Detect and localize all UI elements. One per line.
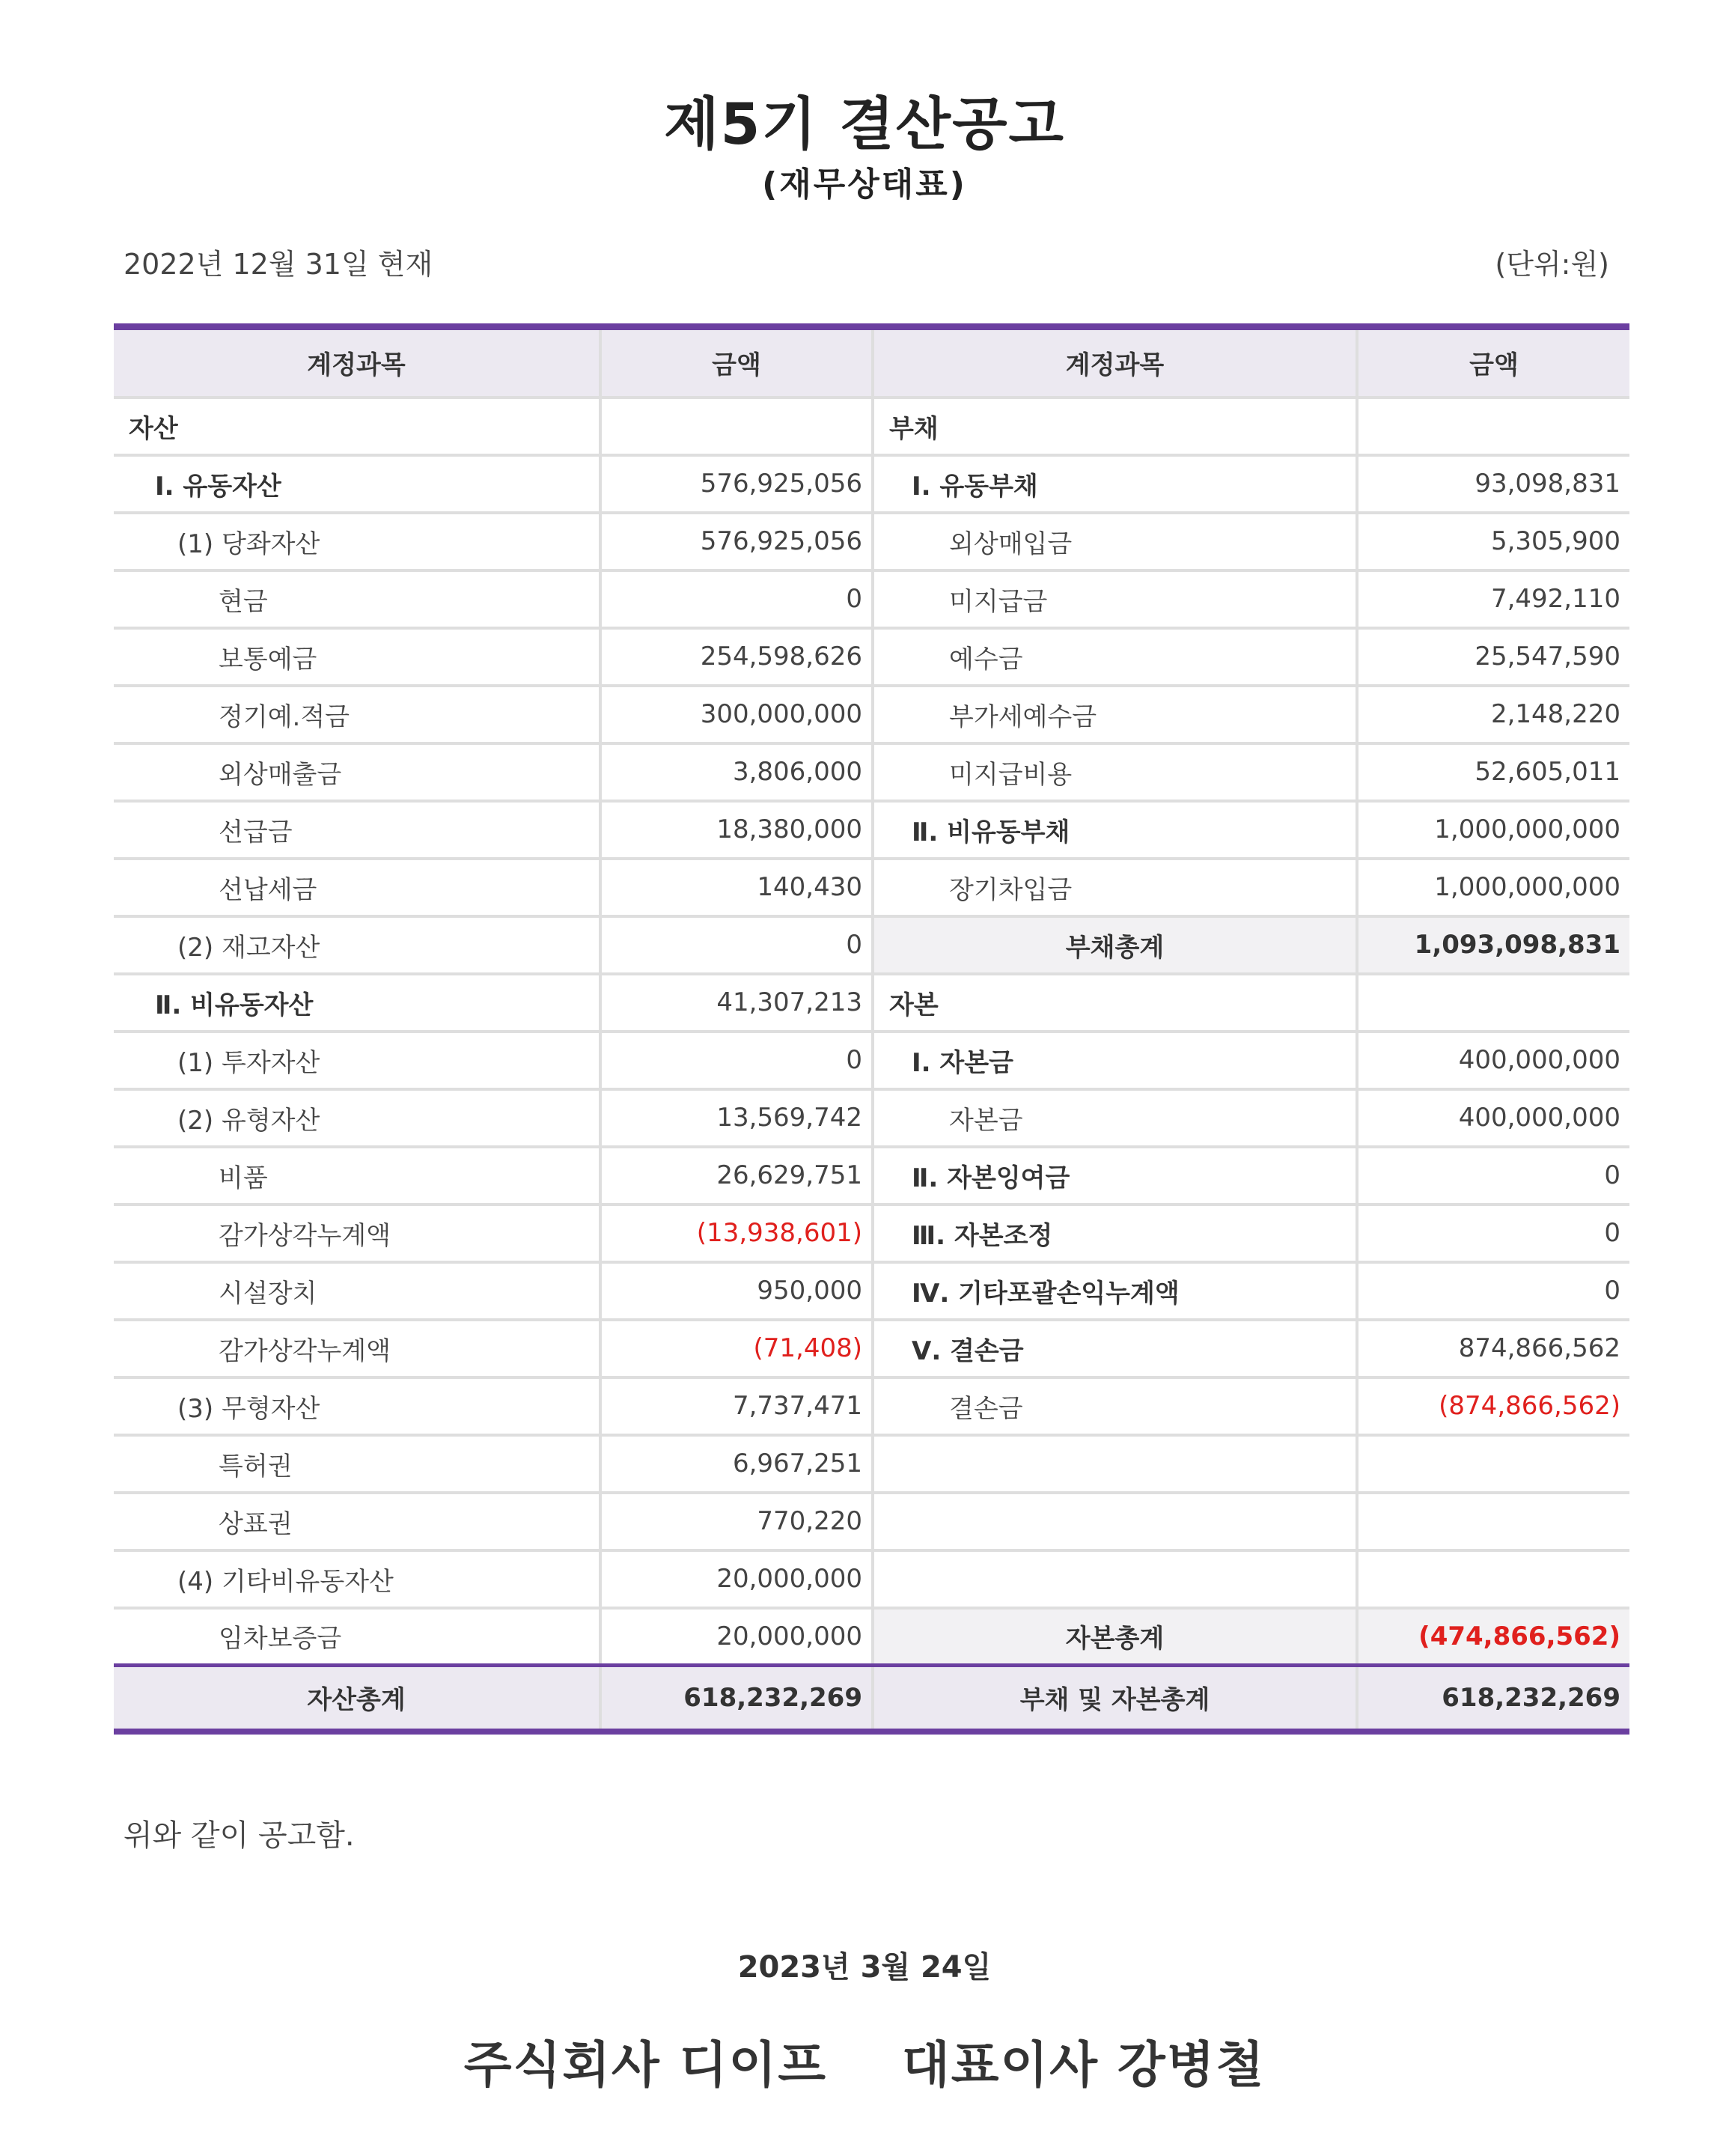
account-label: Ⅳ. 기타포괄손익누계액: [873, 1262, 1357, 1320]
table-row: [114, 398, 1629, 455]
amount-value: 0: [1357, 1147, 1629, 1205]
as-of-date: 2022년 12월 31일 현재: [124, 248, 433, 281]
account-label: 보통예금: [114, 628, 600, 686]
account-label: 상표권: [114, 1493, 600, 1550]
table-row: [114, 743, 1629, 801]
header-account-right: 계정과목: [873, 327, 1357, 398]
amount-value: 13,569,742: [600, 1089, 873, 1147]
table-row: [114, 974, 1629, 1032]
table-row: [114, 1032, 1629, 1089]
amount-value: 20,000,000: [600, 1550, 873, 1608]
table-row: [114, 1608, 1629, 1666]
liabilities-equity-total-label: 부채 및 자본총계: [873, 1666, 1357, 1732]
account-label: 자본: [873, 974, 1357, 1032]
account-label: 감가상각누계액: [114, 1320, 600, 1377]
table-row: [114, 570, 1629, 628]
amount-value: [1357, 1435, 1629, 1493]
amount-value: 0: [600, 916, 873, 974]
amount-value: 20,000,000: [600, 1608, 873, 1666]
amount-value: 3,806,000: [600, 743, 873, 801]
amount-value: 1,000,000,000: [1357, 801, 1629, 859]
account-label: Ⅱ. 비유동자산: [114, 974, 600, 1032]
account-label: 예수금: [873, 628, 1357, 686]
amount-value-negative: (874,866,562): [1357, 1377, 1629, 1435]
amount-value: 576,925,056: [600, 455, 873, 513]
account-label: 자본금: [873, 1089, 1357, 1147]
account-label: (2) 유형자산: [114, 1089, 600, 1147]
amount-value: 950,000: [600, 1262, 873, 1320]
account-label: 특허권: [114, 1435, 600, 1493]
ceo-name: 대표이사 강병철: [902, 2036, 1266, 2094]
account-label: Ⅰ. 자본금: [873, 1032, 1357, 1089]
account-label: Ⅴ. 결손금: [873, 1320, 1357, 1377]
announcement-note: 위와 같이 공고함.: [124, 1818, 355, 1853]
amount-value: 140,430: [600, 859, 873, 916]
amount-value: 770,220: [600, 1493, 873, 1550]
account-label: 선납세금: [114, 859, 600, 916]
page-subtitle: (재무상태표): [762, 165, 967, 204]
account-label: 시설장치: [114, 1262, 600, 1320]
table-row: [114, 916, 1629, 974]
amount-value: 26,629,751: [600, 1147, 873, 1205]
balance-sheet-table: [114, 323, 1629, 1735]
amount-value: 93,098,831: [1357, 455, 1629, 513]
table-row: [114, 628, 1629, 686]
account-label: 비품: [114, 1147, 600, 1205]
amount-value: 874,866,562: [1357, 1320, 1629, 1377]
account-label: [873, 1493, 1357, 1550]
amount-value-negative: (71,408): [600, 1320, 873, 1377]
amount-value: 300,000,000: [600, 686, 873, 743]
amount-value: 0: [600, 570, 873, 628]
table-row: [114, 1147, 1629, 1205]
liabilities-total-value: 1,093,098,831: [1357, 916, 1629, 974]
account-label: 정기예.적금: [114, 686, 600, 743]
account-label: 자산: [114, 398, 600, 455]
company-name: 주식회사 디이프: [463, 2036, 827, 2094]
table-row: [114, 1493, 1629, 1550]
amount-value: 254,598,626: [600, 628, 873, 686]
account-label: Ⅱ. 자본잉여금: [873, 1147, 1357, 1205]
account-label: 외상매출금: [114, 743, 600, 801]
assets-total-value: 618,232,269: [600, 1666, 873, 1732]
amount-value: 52,605,011: [1357, 743, 1629, 801]
account-label: 감가상각누계액: [114, 1205, 600, 1262]
table-row: [114, 455, 1629, 513]
assets-total-label: 자산총계: [114, 1666, 600, 1732]
table-row: [114, 1550, 1629, 1608]
account-label: 임차보증금: [114, 1608, 600, 1666]
liabilities-total-label: 부채총계: [873, 916, 1357, 974]
account-label: (4) 기타비유동자산: [114, 1550, 600, 1608]
amount-value: 0: [1357, 1205, 1629, 1262]
amount-value: 6,967,251: [600, 1435, 873, 1493]
amount-value: [1357, 398, 1629, 455]
totals-row: [114, 1666, 1629, 1732]
header-amount-left: 금액: [600, 327, 873, 398]
account-label: 결손금: [873, 1377, 1357, 1435]
amount-value: 576,925,056: [600, 513, 873, 570]
amount-value: 25,547,590: [1357, 628, 1629, 686]
header-amount-right: 금액: [1357, 327, 1629, 398]
amount-value-negative: (13,938,601): [600, 1205, 873, 1262]
unit-label: (단위:원): [1495, 248, 1609, 281]
account-label: 외상매입금: [873, 513, 1357, 570]
table-row: [114, 1377, 1629, 1435]
amount-value: 7,737,471: [600, 1377, 873, 1435]
page-title: 제5기 결산공고: [664, 91, 1065, 157]
liabilities-equity-total-value: 618,232,269: [1357, 1666, 1629, 1732]
account-label: [873, 1435, 1357, 1493]
amount-value: 18,380,000: [600, 801, 873, 859]
amount-value: 1,000,000,000: [1357, 859, 1629, 916]
amount-value: [1357, 974, 1629, 1032]
table-row: [114, 1320, 1629, 1377]
account-label: Ⅲ. 자본조정: [873, 1205, 1357, 1262]
account-label: Ⅰ. 유동부채: [873, 455, 1357, 513]
account-label: Ⅰ. 유동자산: [114, 455, 600, 513]
account-label: (3) 무형자산: [114, 1377, 600, 1435]
table-row: [114, 1262, 1629, 1320]
account-label: (1) 투자자산: [114, 1032, 600, 1089]
announcement-date: 2023년 3월 24일: [737, 1950, 992, 1985]
table-row: [114, 1089, 1629, 1147]
amount-value: 0: [600, 1032, 873, 1089]
account-label: 선급금: [114, 801, 600, 859]
account-label: [873, 1550, 1357, 1608]
table-row: [114, 686, 1629, 743]
amount-value: 400,000,000: [1357, 1089, 1629, 1147]
amount-value: 400,000,000: [1357, 1032, 1629, 1089]
equity-total-label: 자본총계: [873, 1608, 1357, 1666]
table-row: [114, 1435, 1629, 1493]
amount-value: 2,148,220: [1357, 686, 1629, 743]
account-label: 부가세예수금: [873, 686, 1357, 743]
amount-value: [600, 398, 873, 455]
table-row: [114, 801, 1629, 859]
account-label: (1) 당좌자산: [114, 513, 600, 570]
account-label: 미지급비용: [873, 743, 1357, 801]
amount-value: [1357, 1493, 1629, 1550]
account-label: 미지급금: [873, 570, 1357, 628]
amount-value: 5,305,900: [1357, 513, 1629, 570]
amount-value: [1357, 1550, 1629, 1608]
table-row: [114, 513, 1629, 570]
account-label: 현금: [114, 570, 600, 628]
amount-value: 41,307,213: [600, 974, 873, 1032]
header-account-left: 계정과목: [114, 327, 600, 398]
account-label: (2) 재고자산: [114, 916, 600, 974]
account-label: Ⅱ. 비유동부채: [873, 801, 1357, 859]
table-row: [114, 859, 1629, 916]
amount-value: 7,492,110: [1357, 570, 1629, 628]
account-label: 장기차입금: [873, 859, 1357, 916]
equity-total-value: (474,866,562): [1357, 1608, 1629, 1666]
amount-value: 0: [1357, 1262, 1629, 1320]
table-header-row: [114, 327, 1629, 398]
table-row: [114, 1205, 1629, 1262]
account-label: 부채: [873, 398, 1357, 455]
signature-line: [0, 2025, 1729, 2096]
